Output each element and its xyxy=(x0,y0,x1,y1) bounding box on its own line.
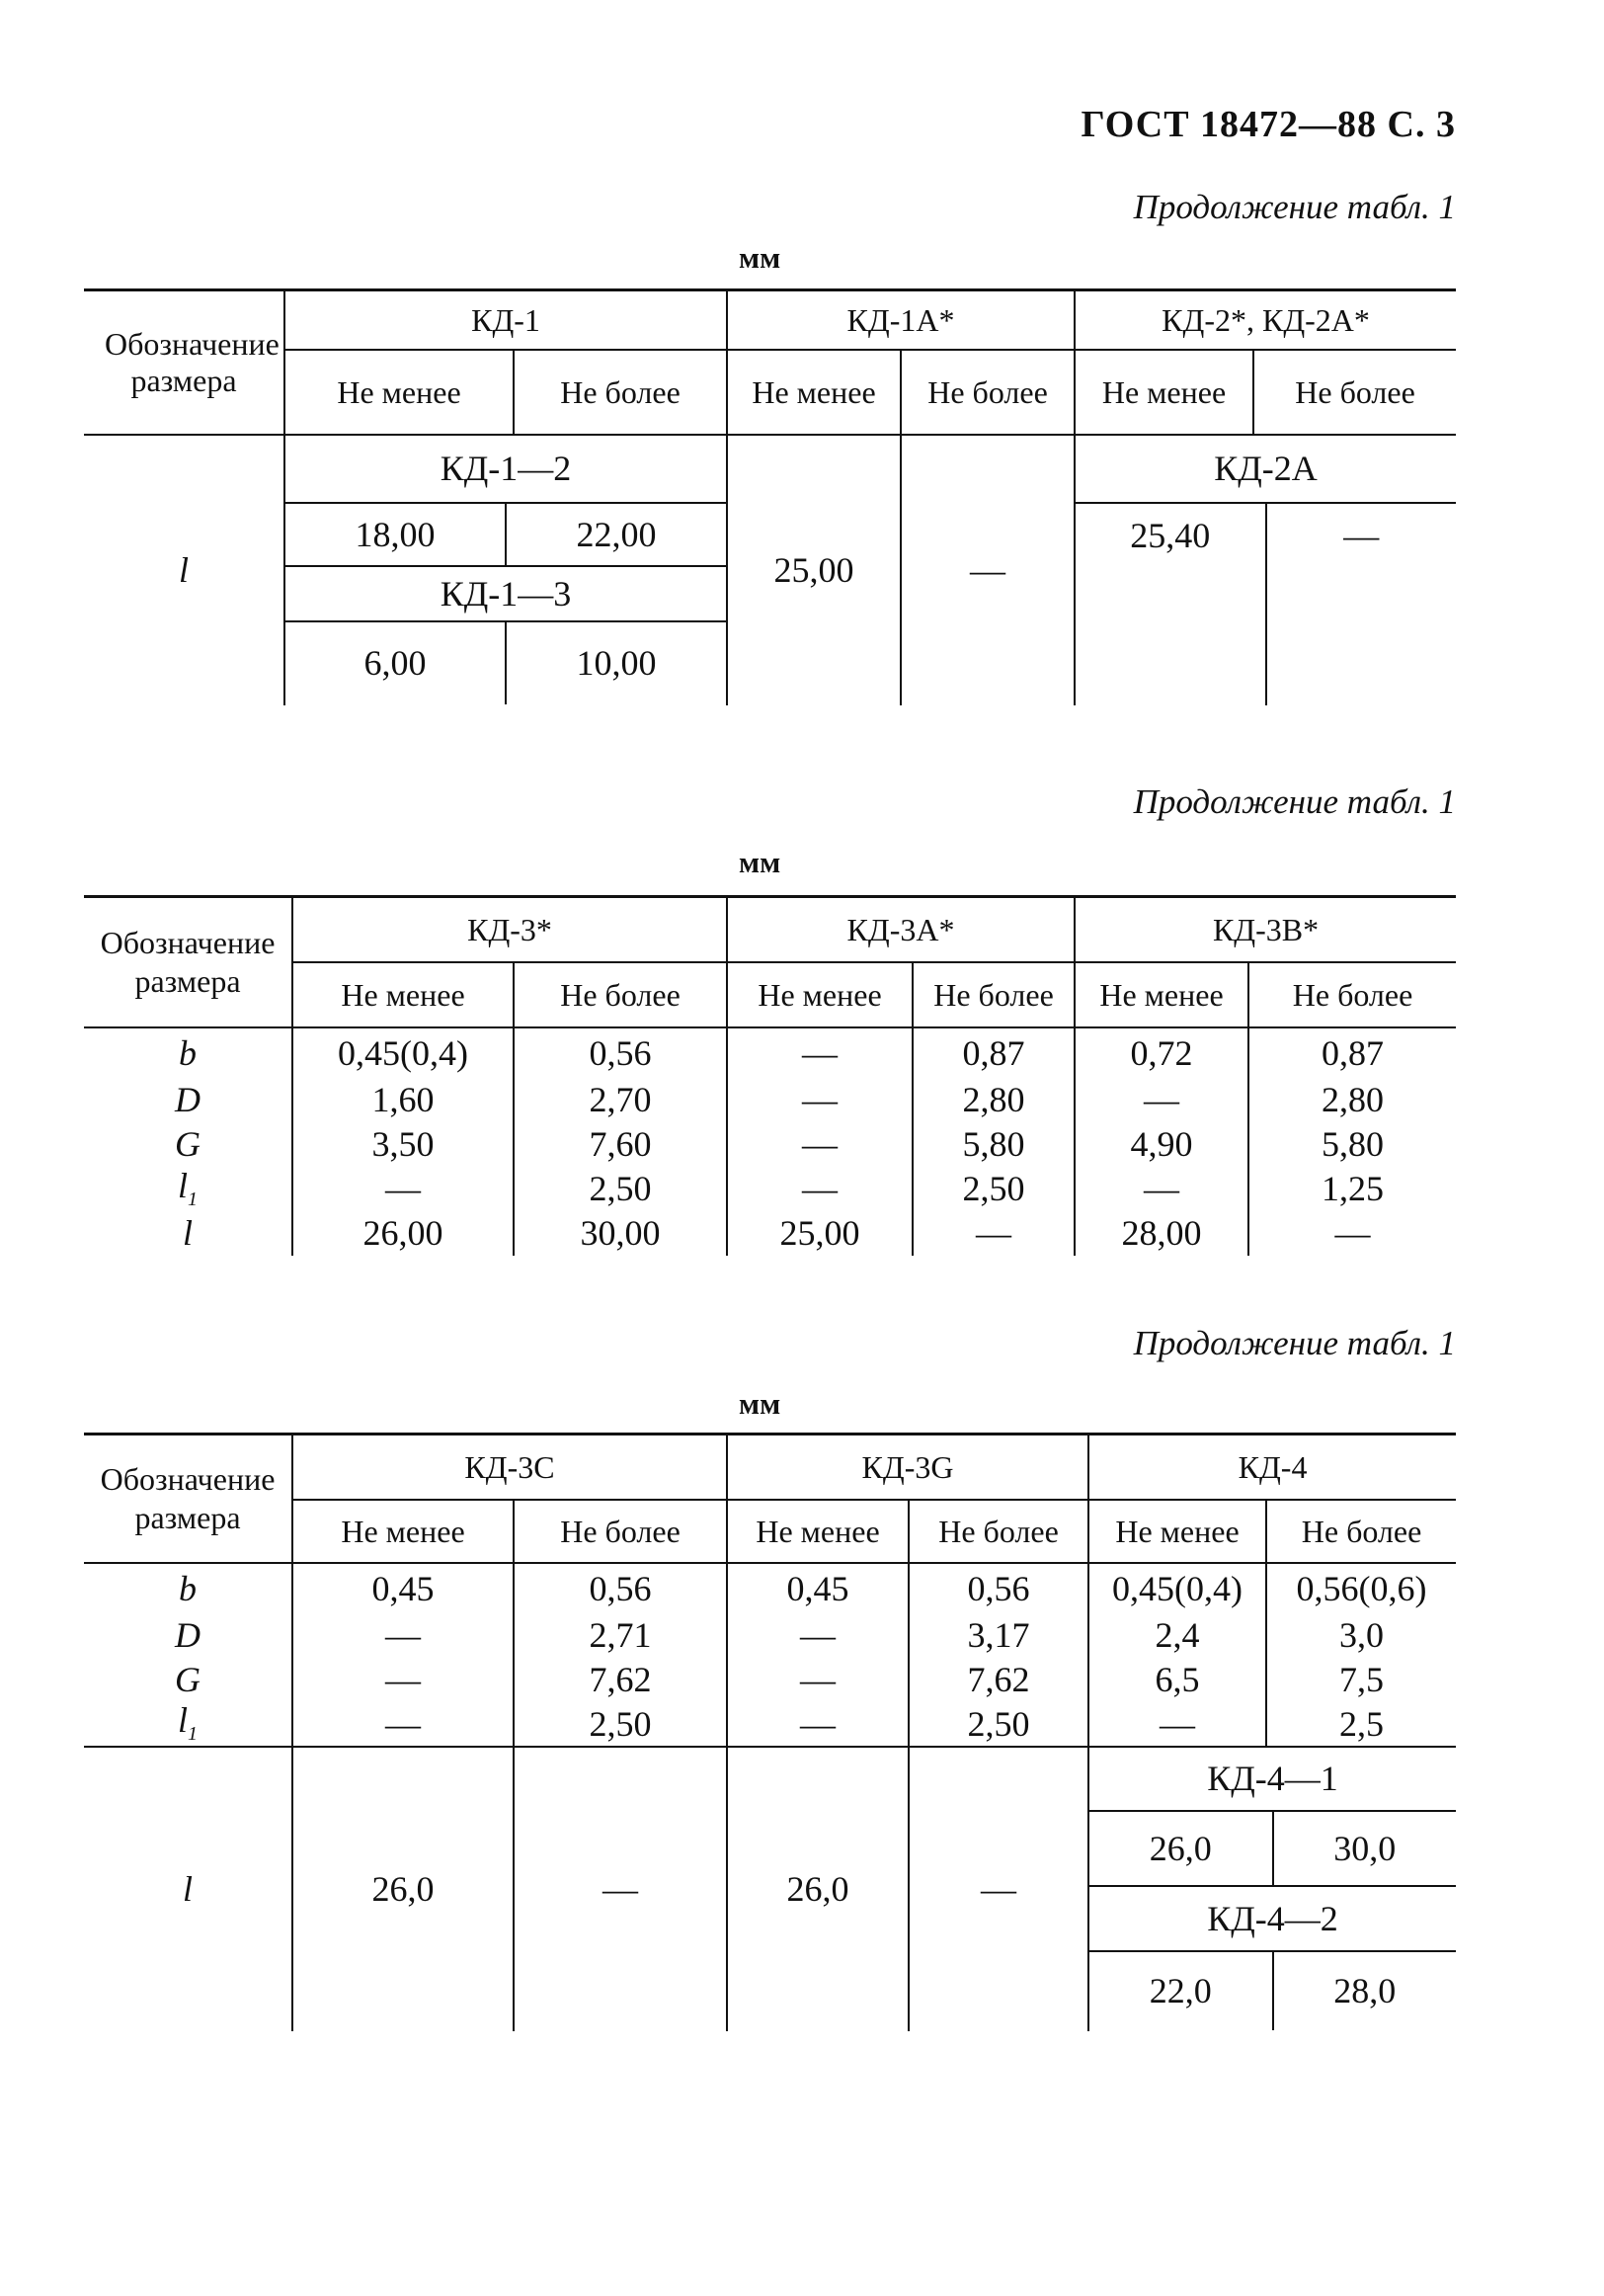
table3-kd3c-l-max: — xyxy=(514,1747,727,2031)
table2-param-header: Обозначение размера xyxy=(84,897,292,1027)
table-cell: 0,56 xyxy=(514,1027,727,1078)
table-cell: 0,45 xyxy=(292,1563,514,1613)
table3 xyxy=(84,1433,1456,2031)
table3-sub-kd4-1: КД-4—1 xyxy=(1089,1748,1456,1811)
table-cell: 26,00 xyxy=(292,1211,514,1256)
table1-min-header: Не менее xyxy=(727,350,901,435)
table1-max-header: Не более xyxy=(901,350,1075,435)
table-cell: 7,62 xyxy=(909,1658,1088,1702)
table-cell: — xyxy=(292,1658,514,1702)
table-row xyxy=(84,1167,1456,1211)
table-row xyxy=(84,1702,1456,1747)
table-row xyxy=(84,1613,1456,1658)
table3-kd4-l-block xyxy=(1088,1747,1456,2031)
table-row xyxy=(84,1027,1456,1078)
table3-min-header: Не менее xyxy=(292,1500,514,1563)
table-cell: — xyxy=(727,1613,909,1658)
table1-min-header: Не менее xyxy=(1075,350,1253,435)
table-cell: — xyxy=(727,1027,913,1078)
table1-kd2a-block xyxy=(1075,435,1456,705)
table-cell: — xyxy=(292,1167,514,1211)
table-cell: 2,4 xyxy=(1088,1613,1266,1658)
table3-kd4-2-min: 22,0 xyxy=(1149,1971,1212,2010)
table-cell: 7,60 xyxy=(514,1122,727,1167)
table1-kd2a-max: — xyxy=(1266,503,1457,568)
table-cell: 2,80 xyxy=(913,1078,1075,1122)
table-cell: — xyxy=(727,1122,913,1167)
table2-group-kd3: КД-3* xyxy=(292,897,727,962)
table-cell: 0,45(0,4) xyxy=(292,1027,514,1078)
table-cell: — xyxy=(727,1078,913,1122)
table-cell: 2,50 xyxy=(909,1702,1088,1747)
table-cell: 2,50 xyxy=(514,1167,727,1211)
page-header: ГОСТ 18472—88 С. 3 xyxy=(1081,104,1456,145)
row-symbol: b xyxy=(179,1568,197,1608)
table3-max-header: Не более xyxy=(1266,1500,1456,1563)
table3-min-header: Не менее xyxy=(1088,1500,1266,1563)
table2-min-header: Не менее xyxy=(292,962,514,1027)
table1-row-symbol: l xyxy=(178,550,189,590)
table-cell: 2,70 xyxy=(514,1078,727,1122)
table3-units: мм xyxy=(739,1386,781,1421)
table2-group-kd3b: КД-3В* xyxy=(1075,897,1456,962)
table1-max-header: Не более xyxy=(1253,350,1456,435)
table1-group-kd1a: КД-1А* xyxy=(727,290,1075,350)
row-symbol: D xyxy=(175,1615,200,1655)
table1-group-kd1: КД-1 xyxy=(284,290,727,350)
table3-max-header: Не более xyxy=(909,1500,1088,1563)
table2-units: мм xyxy=(739,845,781,879)
table-cell: — xyxy=(1248,1211,1456,1256)
table1-kd1-2-min: 18,00 xyxy=(285,503,506,566)
table3-body xyxy=(84,1563,1456,1747)
table3-group-kd3c: КД-3С xyxy=(292,1435,727,1500)
table-cell: 3,50 xyxy=(292,1122,514,1167)
row-symbol: D xyxy=(175,1080,200,1119)
table3-param-header: Обозначение размера xyxy=(84,1435,292,1563)
table-cell: 0,56 xyxy=(514,1563,727,1613)
table-cell: 7,62 xyxy=(514,1658,727,1702)
table-cell: 28,00 xyxy=(1075,1211,1248,1256)
table1-group-kd2: КД-2*, КД-2А* xyxy=(1075,290,1456,350)
table-cell: 2,50 xyxy=(913,1167,1075,1211)
table-cell: — xyxy=(727,1167,913,1211)
table3-sub-kd4-2: КД-4—2 xyxy=(1089,1886,1456,1951)
row-symbol: $l_1$ xyxy=(177,1165,198,1211)
table3-kd3g-l-max: — xyxy=(909,1747,1088,2031)
table-row xyxy=(84,1211,1456,1256)
table-row xyxy=(84,1563,1456,1613)
table1-kd2a-min: 25,40 xyxy=(1130,516,1211,555)
table-cell: 6,5 xyxy=(1088,1658,1266,1702)
table3-kd4-1-max: 30,0 xyxy=(1273,1811,1457,1886)
table-cell: 0,45(0,4) xyxy=(1088,1563,1266,1613)
table2-min-header: Не менее xyxy=(1075,962,1248,1027)
table1-sub-kd2a: КД-2А xyxy=(1076,436,1456,503)
table-cell: — xyxy=(292,1613,514,1658)
table1 xyxy=(84,288,1456,705)
table2-body xyxy=(84,1027,1456,1256)
row-symbol: G xyxy=(175,1660,200,1699)
table-cell: — xyxy=(913,1211,1075,1256)
table1-max-header: Не более xyxy=(514,350,727,435)
table-cell: 5,80 xyxy=(1248,1122,1456,1167)
table1-kd1-3-max: 10,00 xyxy=(506,621,726,704)
row-symbol: l xyxy=(182,1213,193,1253)
row-symbol: b xyxy=(179,1032,197,1073)
table1-min-header: Не менее xyxy=(284,350,514,435)
table1-kd1-3-min: 6,00 xyxy=(363,643,427,683)
table-row xyxy=(84,1122,1456,1167)
table1-units: мм xyxy=(739,240,781,275)
row-symbol: $l_1$ xyxy=(177,1700,198,1746)
table-cell: — xyxy=(727,1658,909,1702)
table-cell: 0,56(0,6) xyxy=(1266,1563,1456,1613)
table-cell: — xyxy=(292,1702,514,1747)
table1-kd1-2-max: 22,00 xyxy=(506,503,726,566)
table-cell: 0,87 xyxy=(1248,1027,1456,1078)
table2-max-header: Не более xyxy=(1248,962,1456,1027)
table-cell: — xyxy=(1075,1078,1248,1122)
table3-kd4-2-max: 28,0 xyxy=(1273,1951,1457,2030)
table-row xyxy=(84,1658,1456,1702)
table-cell: 2,5 xyxy=(1266,1702,1456,1747)
table2-max-header: Не более xyxy=(913,962,1075,1027)
table1-param-header: Обозначение размера xyxy=(84,290,284,435)
table-cell: 4,90 xyxy=(1075,1122,1248,1167)
table3-min-header: Не менее xyxy=(727,1500,909,1563)
table-cell: 0,87 xyxy=(913,1027,1075,1078)
table1-sub-kd1-3: КД-1—3 xyxy=(285,566,726,621)
table2-min-header: Не менее xyxy=(727,962,913,1027)
table1-sub-kd1-2: КД-1—2 xyxy=(285,436,726,503)
table2-group-kd3a: КД-3А* xyxy=(727,897,1075,962)
row-symbol: G xyxy=(175,1124,200,1164)
table-cell: 3,0 xyxy=(1266,1613,1456,1658)
table3-l-symbol: l xyxy=(84,1747,292,2031)
table2 xyxy=(84,895,1456,1256)
table3-max-header: Не более xyxy=(514,1500,727,1563)
table3-caption: Продолжение табл. 1 xyxy=(1133,1324,1456,1362)
table-cell: — xyxy=(727,1702,909,1747)
table-cell: 1,60 xyxy=(292,1078,514,1122)
table3-group-kd4: КД-4 xyxy=(1088,1435,1456,1500)
table-cell: 0,56 xyxy=(909,1563,1088,1613)
table-row xyxy=(84,1078,1456,1122)
table3-kd4-1-min: 26,0 xyxy=(1089,1811,1273,1886)
table-cell: 2,71 xyxy=(514,1613,727,1658)
table1-caption: Продолжение табл. 1 xyxy=(1133,188,1456,226)
table-cell: 25,00 xyxy=(727,1211,913,1256)
table3-kd3g-l-min: 26,0 xyxy=(727,1747,909,2031)
table-cell: 30,00 xyxy=(514,1211,727,1256)
table-cell: 7,5 xyxy=(1266,1658,1456,1702)
table1-kd1a-min: 25,00 xyxy=(727,435,901,705)
table2-max-header: Не более xyxy=(514,962,727,1027)
table-cell: 5,80 xyxy=(913,1122,1075,1167)
table-cell: — xyxy=(1088,1702,1266,1747)
table-cell: 3,17 xyxy=(909,1613,1088,1658)
table-cell: 1,25 xyxy=(1248,1167,1456,1211)
table3-kd3c-l-min: 26,0 xyxy=(292,1747,514,2031)
table3-group-kd3g: КД-3G xyxy=(727,1435,1088,1500)
table-cell: 2,80 xyxy=(1248,1078,1456,1122)
table-cell: 2,50 xyxy=(514,1702,727,1747)
table-cell: — xyxy=(1075,1167,1248,1211)
table1-kd1a-max: — xyxy=(901,435,1075,705)
table1-kd1-block xyxy=(284,435,727,705)
table-cell: 0,72 xyxy=(1075,1027,1248,1078)
table-cell: 0,45 xyxy=(727,1563,909,1613)
table2-caption: Продолжение табл. 1 xyxy=(1133,782,1456,821)
